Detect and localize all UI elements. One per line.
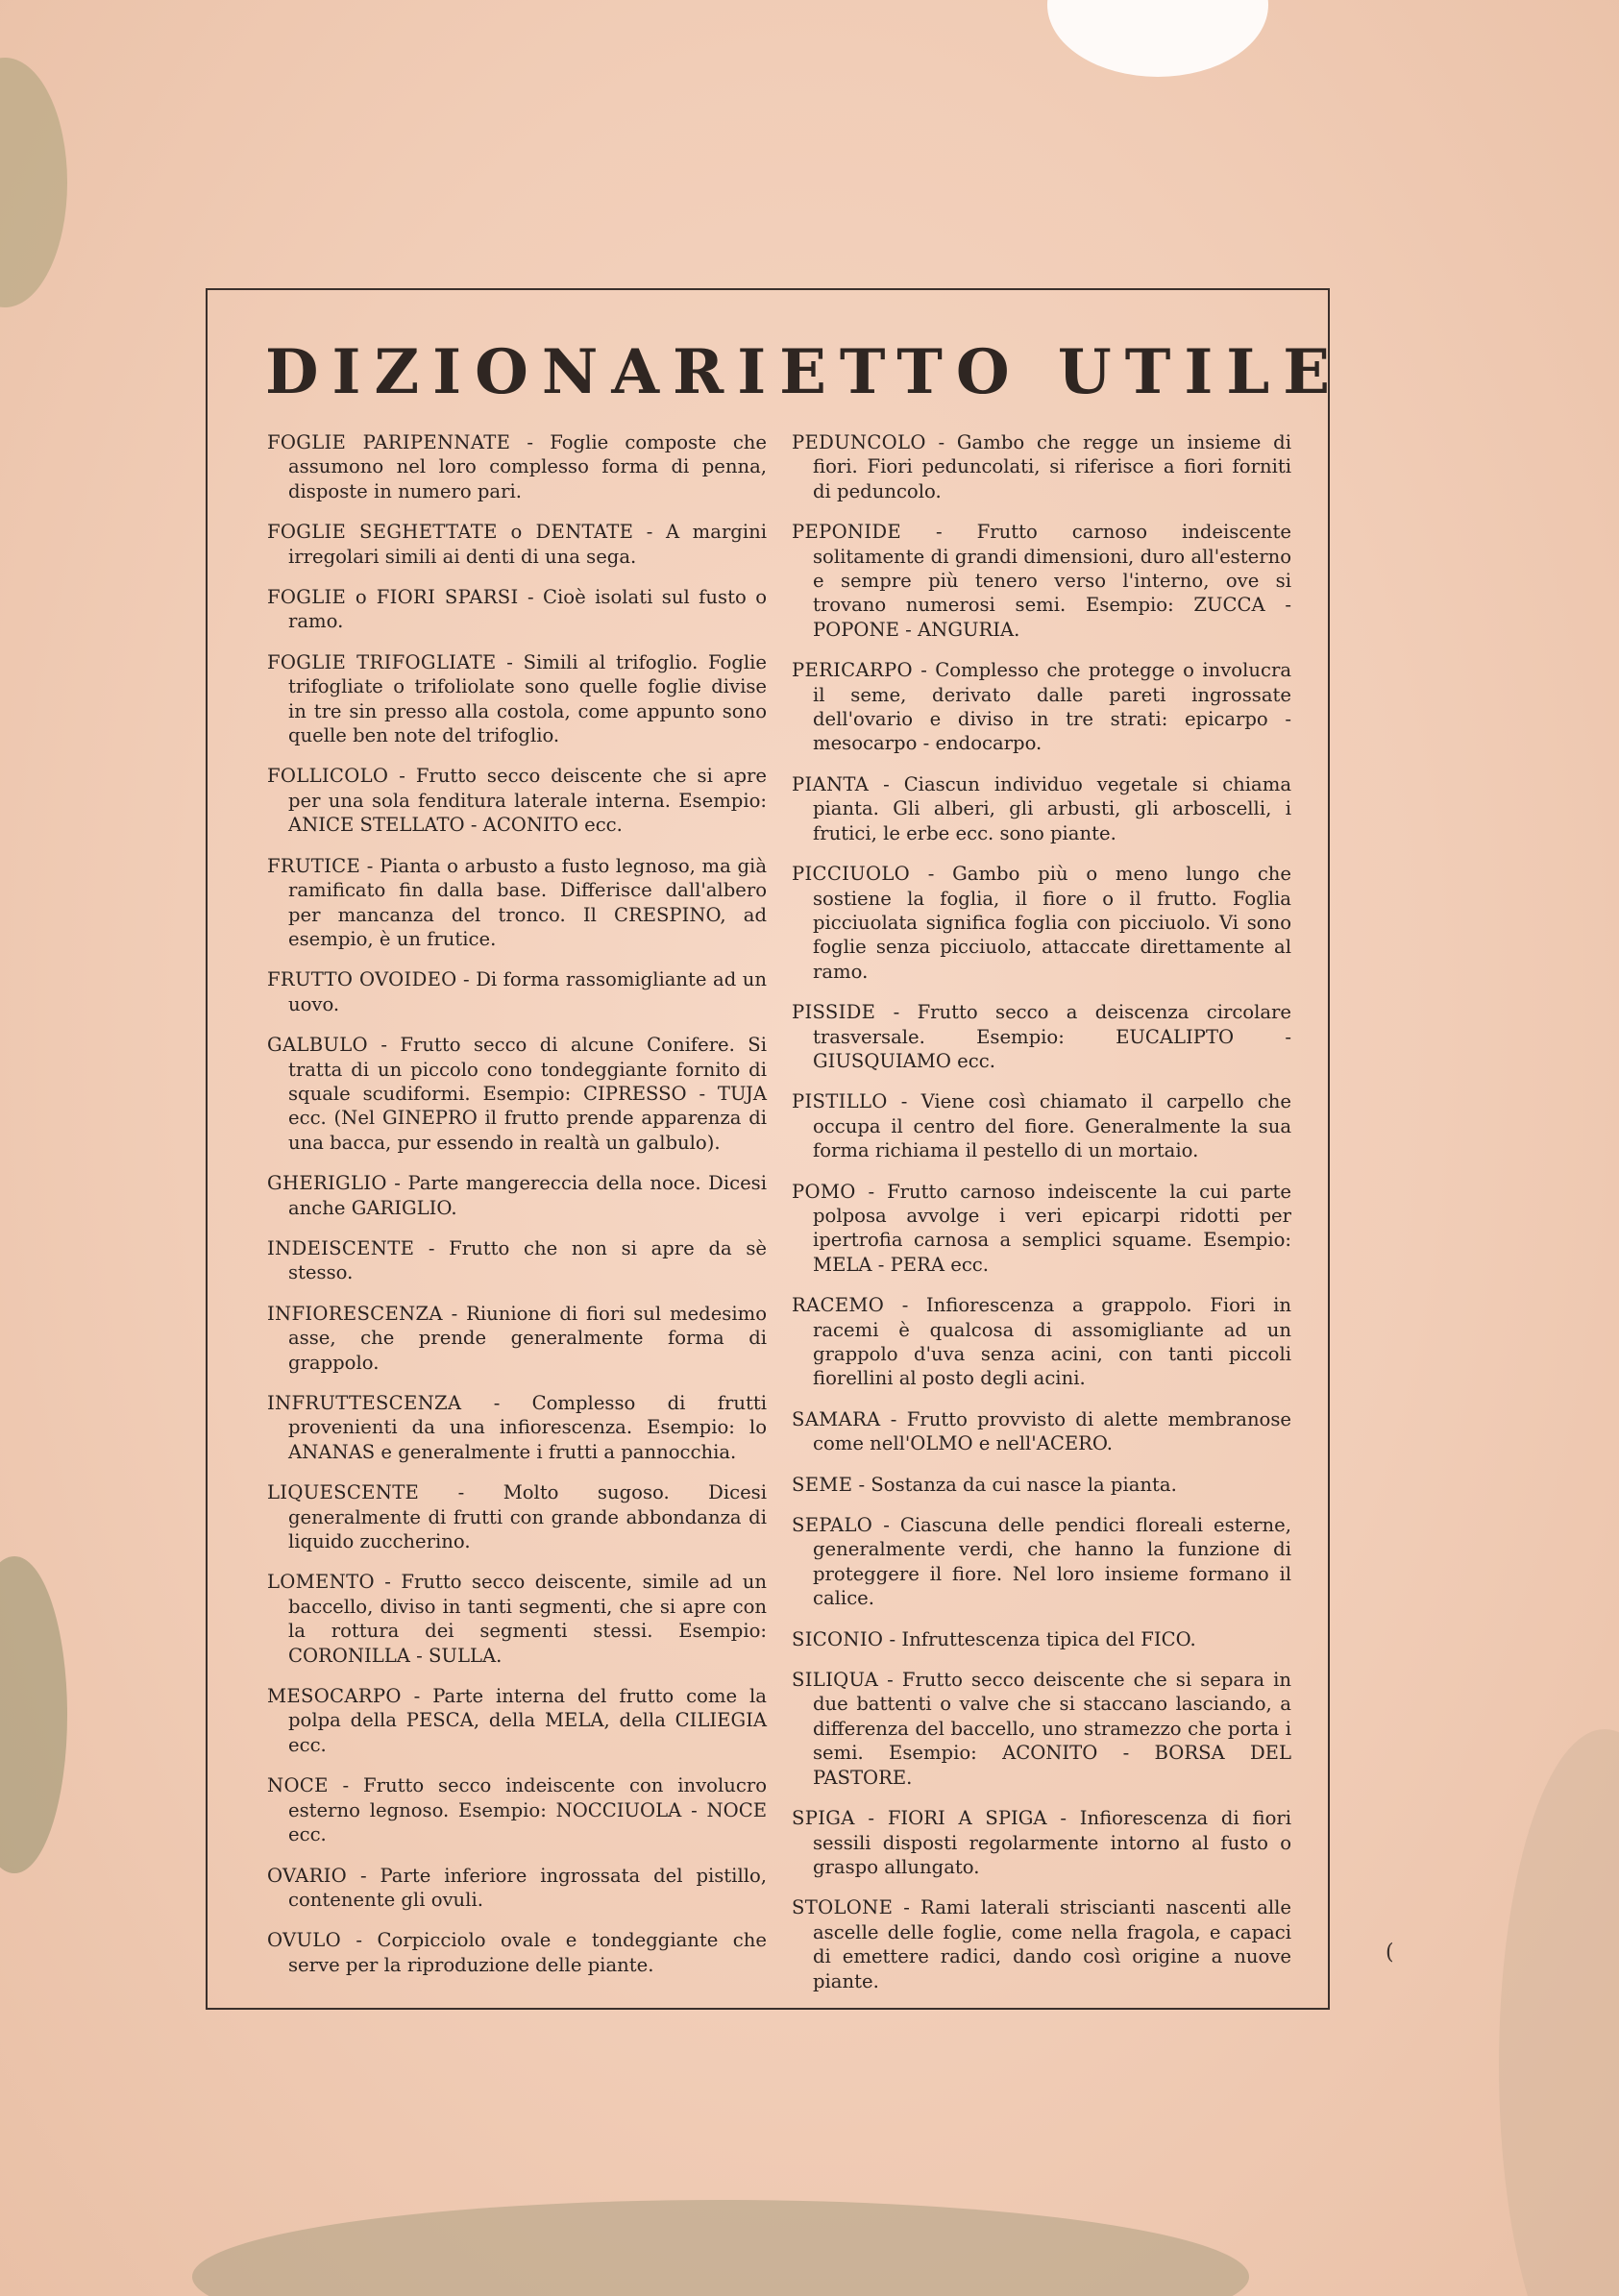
glossary-entry: GALBULO - Frutto secco di alcune Conifere. Si tratta di un piccolo cono tondeggiante fornito di squale scudiformi. Esempio: CIPRESSO - TUJA ecc. (Nel GINEPRO il frutto prende apparenza di una bacca, pur essendo in realtà un galbulo). [267, 1034, 767, 1154]
margin-mark: ( [1386, 1941, 1394, 1965]
glossary-entry: MESOCARPO - Parte interna del frutto come la polpa della PESCA, della MELA, della CILIEGIA ecc. [267, 1685, 767, 1756]
entry-definition: Frutto carnoso indeiscente solitamente di grandi dimensioni, duro all'esterno e sempre più tenero verso l'interno, ove si trovano numerosi semi. Esempio: ZUCCA - POPONE - ANGURIA. [813, 521, 1292, 641]
glossary-entry: SILIQUA - Frutto secco deiscente che si separa in due battenti o valve che si staccano lasciando, a differenza del baccello, uno stramezzo che porta i semi. Esempio: ACONITO - BORSA DEL PASTORE. [792, 1669, 1292, 1789]
entry-term: GHERIGLIO [267, 1172, 387, 1195]
entry-definition: Gambo più o meno lungo che sostiene la foglia, il fiore o il frutto. Foglia picciuolata significa foglia con picciuolo. Vi sono foglie senza picciuolo, attaccate direttamente al ramo. [813, 863, 1292, 983]
glossary-entry: LOMENTO - Frutto secco deiscente, simile ad un baccello, diviso in tanti segmenti, che si apre con la rottura dei segmenti stessi. Esempio: CORONILLA - SULLA. [267, 1571, 768, 1667]
glossary-entry: INFRUTTESCENZA - Complesso di frutti provenienti da una infiorescenza. Esempio: lo ANANAS e generalmente i frutti a pannocchia. [267, 1392, 768, 1463]
entry-definition: Cioè isolati sul fusto o ramo. [288, 586, 767, 633]
glossary-entry: PIANTA - Ciascun individuo vegetale si chiama pianta. Gli alberi, gli arbusti, gli arboscelli, i frutici, le erbe ecc. sono piante. [792, 772, 1291, 844]
entry-definition: Foglie composte che assumono nel loro complesso forma di penna, disposte in numero pari. [288, 431, 768, 502]
entry-term: SAMARA [792, 1407, 881, 1430]
entry-definition: Infiorescenza a grappolo. Fiori in racemi è qualcosa di assomigliante ad un grappolo d'uva senza acini, con tanti piccoli fiorellini al posto degli acini. [813, 1294, 1291, 1390]
entry-definition: Parte inferiore ingrossata del pistillo, contenente gli ovuli. [288, 1864, 768, 1911]
entry-definition: A margini irregolari simili ai denti di una sega. [288, 521, 768, 568]
paper-stain [1499, 1729, 1619, 2296]
page-title: DIZIONARIETTO UTILE [265, 336, 1344, 408]
entry-definition: Frutto secco a deiscenza circolare trasversale. Esempio: EUCALIPTO - GIUSQUIAMO ecc. [813, 1001, 1292, 1072]
glossary-entry: FOGLIE o FIORI SPARSI - Cioè isolati sul fusto o ramo. [267, 586, 767, 633]
paper-stain [0, 58, 67, 307]
entry-definition: Rami laterali striscianti nascenti alle ascelle delle foglie, come nella fragola, e capaci di emettere radici, dando così origine a nuove piante. [813, 1896, 1291, 1992]
glossary-entry: SEPALO - Ciascuna delle pendici floreali esterne, generalmente verdi, che hanno la funzione di proteggere il fiore. Nel loro insieme formano il calice. [792, 1514, 1291, 1610]
entry-definition: Complesso che protegge o involucra il seme, derivato dalle pareti ingrossate dell'ovario e diviso in tre strati: epicarpo - mesocarpo - endocarpo. [813, 659, 1292, 755]
entry-term: GALBULO [267, 1034, 368, 1057]
entry-term: OVARIO [267, 1864, 348, 1887]
glossary-entry: OVULO - Corpicciolo ovale e tondeggiante che serve per la riproduzione delle piante. [267, 1929, 767, 1976]
glossary-entry: PISSIDE - Frutto secco a deiscenza circolare trasversale. Esempio: EUCALIPTO - GIUSQUIAMO ecc. [792, 1001, 1292, 1072]
dictionary-frame [206, 288, 1344, 2010]
glossary-entry: LIQUESCENTE - Molto sugoso. Dicesi generalmente di frutti con grande abbondanza di liquido zuccherino. [267, 1481, 767, 1553]
glossary-entry: FOLLICOLO - Frutto secco deiscente che si apre per una sola fenditura laterale interna. Esempio: ANICE STELLATO - ACONITO ecc. [267, 765, 767, 837]
glossary-entry: STOLONE - Rami laterali striscianti nascenti alle ascelle delle foglie, come nella fragola, e capaci di emettere radici, dando così origine a nuove piante. [792, 1896, 1291, 1992]
glossary-entry: SEME - Sostanza da cui nasce la pianta. [792, 1473, 1177, 1496]
entry-term: FOGLIE TRIFOGLIATE [267, 650, 497, 673]
entry-definition: Di forma rassomigliante ad un uovo. [288, 968, 767, 1015]
entry-term: POMO [792, 1180, 856, 1203]
glossary-entry: INDEISCENTE - Frutto che non si apre da sè stesso. [267, 1236, 768, 1284]
glossary-entry: GHERIGLIO - Parte mangereccia della noce. Dicesi anche GARIGLIO. [267, 1172, 768, 1219]
entry-term: STOLONE [792, 1896, 894, 1919]
entry-definition: Gambo che regge un insieme di fiori. Fiori peduncolati, si riferisce a fiori forniti di peduncolo. [813, 431, 1291, 502]
entry-term: RACEMO [792, 1294, 885, 1317]
entry-definition: Ciascun individuo vegetale si chiama pianta. Gli alberi, gli arbusti, gli arboscelli, i frutici, le erbe ecc. sono piante. [813, 772, 1291, 844]
glossary-entry: RACEMO - Infiorescenza a grappolo. Fiori in racemi è qualcosa di assomigliante ad un grappolo d'uva senza acini, con tanti piccoli fiorellini al posto degli acini. [792, 1294, 1291, 1390]
entry-definition: Frutto secco di alcune Conifere. Si tratta di un piccolo cono tondeggiante fornito di squale scudiformi. Esempio: CIPRESSO - TUJA ecc. (Nel GINEPRO il frutto prende apparenza di una bacca, pur essendo in realtà un galbulo). [288, 1034, 767, 1154]
glossary-entry: PEDUNCOLO - Gambo che regge un insieme di fiori. Fiori peduncolati, si riferisce a fiori forniti di peduncolo. [792, 431, 1291, 502]
entry-term: PEPONIDE [792, 521, 902, 544]
entry-definition: Molto sugoso. Dicesi generalmente di frutti con grande abbondanza di liquido zuccherino. [288, 1481, 767, 1553]
entry-definition: Corpicciolo ovale e tondeggiante che serve per la riproduzione delle piante. [288, 1929, 767, 1976]
entry-term: SILIQUA [792, 1669, 879, 1692]
entry-term: INFRUTTESCENZA [267, 1392, 462, 1414]
entry-definition: Pianta o arbusto a fusto legnoso, ma già ramificato fin dalla base. Differisce dall'albero per mancanza del tronco. Il CRESPINO, ad esempio, è un frutice. [288, 854, 767, 950]
entry-term: MESOCARPO [267, 1685, 402, 1708]
entry-definition: Frutto che non si apre da sè stesso. [288, 1236, 768, 1284]
entry-term: INFIORESCENZA [267, 1302, 443, 1325]
entry-term: LOMENTO [267, 1571, 375, 1594]
glossary-entry: PISTILLO - Viene così chiamato il carpello che occupa il centro del fiore. Generalmente la sua forma richiama il pestello di un mortaio. [792, 1090, 1291, 1162]
entry-definition: Riunione di fiori sul medesimo asse, che prende generalmente forma di grappolo. [288, 1302, 767, 1374]
paper-stain [0, 1556, 67, 1873]
entry-definition: Parte interna del frutto come la polpa della PESCA, della MELA, della CILIEGIA ecc. [288, 1685, 767, 1756]
entry-term: SICONIO [792, 1627, 884, 1650]
entry-term: PICCIUOLO [792, 863, 910, 886]
glossary-entry: FOGLIE PARIPENNATE - Foglie composte che assumono nel loro complesso forma di penna, disposte in numero pari. [267, 431, 768, 502]
glossary-entry: POMO - Frutto carnoso indeiscente la cui parte polposa avvolge i veri epicarpi ridotti per ipertrofia carnosa a semplici squame. Esempio: MELA - PERA ecc. [792, 1180, 1291, 1276]
glossary-entry: SPIGA - FIORI A SPIGA - Infiorescenza di fiori sessili disposti regolarmente intorno al fusto o graspo allungato. [792, 1807, 1292, 1878]
glossary-entry: FOGLIE TRIFOGLIATE - Simili al trifoglio. Foglie trifogliate o trifoliolate sono quelle foglie divise in tre sin presso alla costola, come appunto sono quelle ben note del trifoglio. [267, 650, 767, 747]
entry-definition: Frutto secco deiscente che si apre per una sola fenditura laterale interna. Esempio: ANICE STELLATO - ACONITO ecc. [288, 765, 767, 837]
entry-term: FOGLIE SEGHETTATE o DENTATE [267, 521, 634, 544]
glossary-entry: FRUTTO OVOIDEO - Di forma rassomigliante ad un uovo. [267, 968, 767, 1015]
entry-definition: Parte mangereccia della noce. Dicesi anche GARIGLIO. [288, 1172, 768, 1219]
entry-term: FOLLICOLO [267, 765, 389, 788]
entry-definition: Frutto secco indeiscente con involucro esterno legnoso. Esempio: NOCCIUOLA - NOCE ecc. [288, 1774, 767, 1846]
entry-definition: Frutto carnoso indeiscente la cui parte polposa avvolge i veri epicarpi ridotti per ipertrofia carnosa a semplici squame. Esempio: MELA - PERA ecc. [813, 1180, 1291, 1276]
glossary-entry: OVARIO - Parte inferiore ingrossata del pistillo, contenente gli ovuli. [267, 1864, 768, 1911]
glossary-entry: SAMARA - Frutto provvisto di alette membranose come nell'OLMO e nell'ACERO. [792, 1407, 1292, 1455]
torn-corner [1047, 0, 1268, 77]
entry-term: FRUTICE [267, 854, 361, 877]
left-column [267, 430, 767, 1993]
entry-definition: Infruttescenza tipica del FICO. [901, 1627, 1196, 1650]
entry-term: PEDUNCOLO [792, 431, 926, 453]
entry-term: FRUTTO OVOIDEO [267, 968, 457, 991]
entry-term: PERICARPO [792, 659, 913, 682]
glossary-entry: FOGLIE SEGHETTATE o DENTATE - A margini irregolari simili ai denti di una sega. [267, 521, 768, 568]
glossary-entry: PICCIUOLO - Gambo più o meno lungo che sostiene la foglia, il fiore o il frutto. Foglia picciuolata significa foglia con picciuolo. Vi sono foglie senza picciuolo, attaccate direttamente al ramo. [792, 863, 1292, 983]
entry-term: OVULO [267, 1929, 341, 1952]
entry-term: FOGLIE o FIORI SPARSI [267, 586, 519, 609]
entry-definition: Simili al trifoglio. Foglie trifogliate o trifoliolate sono quelle foglie divise in tre sin presso alla costola, come appunto sono quelle ben note del trifoglio. [288, 650, 767, 747]
right-column [792, 430, 1291, 2010]
entry-definition: Complesso di frutti provenienti da una infiorescenza. Esempio: lo ANANAS e generalmente i frutti a pannocchia. [288, 1392, 768, 1463]
entry-term: NOCE [267, 1774, 329, 1797]
entry-definition: Frutto secco deiscente, simile ad un baccello, diviso in tanti segmenti, che si apre con la rottura dei segmenti stessi. Esempio: CORONILLA - SULLA. [288, 1571, 768, 1667]
entry-term: PISTILLO [792, 1090, 888, 1113]
paper-stain [192, 2200, 1249, 2296]
entry-definition: Frutto provvisto di alette membranose come nell'OLMO e nell'ACERO. [813, 1407, 1292, 1455]
entry-term: SPIGA [792, 1807, 855, 1830]
entry-term: SEME [792, 1473, 853, 1496]
glossary-entry: NOCE - Frutto secco indeiscente con involucro esterno legnoso. Esempio: NOCCIUOLA - NOCE ecc. [267, 1774, 767, 1846]
entry-term: PIANTA [792, 772, 870, 795]
entry-term: PISSIDE [792, 1001, 876, 1024]
glossary-entry: INFIORESCENZA - Riunione di fiori sul medesimo asse, che prende generalmente forma di grappolo. [267, 1302, 767, 1374]
entry-term: SEPALO [792, 1514, 873, 1537]
entry-definition: FIORI A SPIGA - Infiorescenza di fiori sessili disposti regolarmente intorno al fusto o graspo allungato. [813, 1807, 1292, 1878]
glossary-entry: PERICARPO - Complesso che protegge o involucra il seme, derivato dalle pareti ingrossate dell'ovario e diviso in tre strati: epicarpo - mesocarpo - endocarpo. [792, 659, 1292, 755]
entry-definition: Frutto secco deiscente che si separa in due battenti o valve che si staccano lasciando, a differenza del baccello, uno stramezzo che porta i semi. Esempio: ACONITO - BORSA DEL PASTORE. [813, 1669, 1292, 1789]
glossary-entry: FRUTICE - Pianta o arbusto a fusto legnoso, ma già ramificato fin dalla base. Differisce dall'albero per mancanza del tronco. Il CRESPINO, ad esempio, è un frutice. [267, 854, 767, 950]
entry-definition: Viene così chiamato il carpello che occupa il centro del fiore. Generalmente la sua forma richiama il pestello di un mortaio. [813, 1090, 1291, 1162]
glossary-entry: SICONIO - Infruttescenza tipica del FICO. [792, 1627, 1196, 1650]
entry-definition: Ciascuna delle pendici floreali esterne, generalmente verdi, che hanno la funzione di proteggere il fiore. Nel loro insieme formano il calice. [813, 1514, 1291, 1610]
glossary-entry: PEPONIDE - Frutto carnoso indeiscente solitamente di grandi dimensioni, duro all'esterno e sempre più tenero verso l'interno, ove si trovano numerosi semi. Esempio: ZUCCA - POPONE - ANGURIA. [792, 521, 1292, 641]
entry-term: LIQUESCENTE [267, 1481, 420, 1504]
entry-term: INDEISCENTE [267, 1236, 415, 1259]
entry-term: FOGLIE PARIPENNATE [267, 431, 511, 453]
entry-definition: Sostanza da cui nasce la pianta. [871, 1473, 1177, 1496]
